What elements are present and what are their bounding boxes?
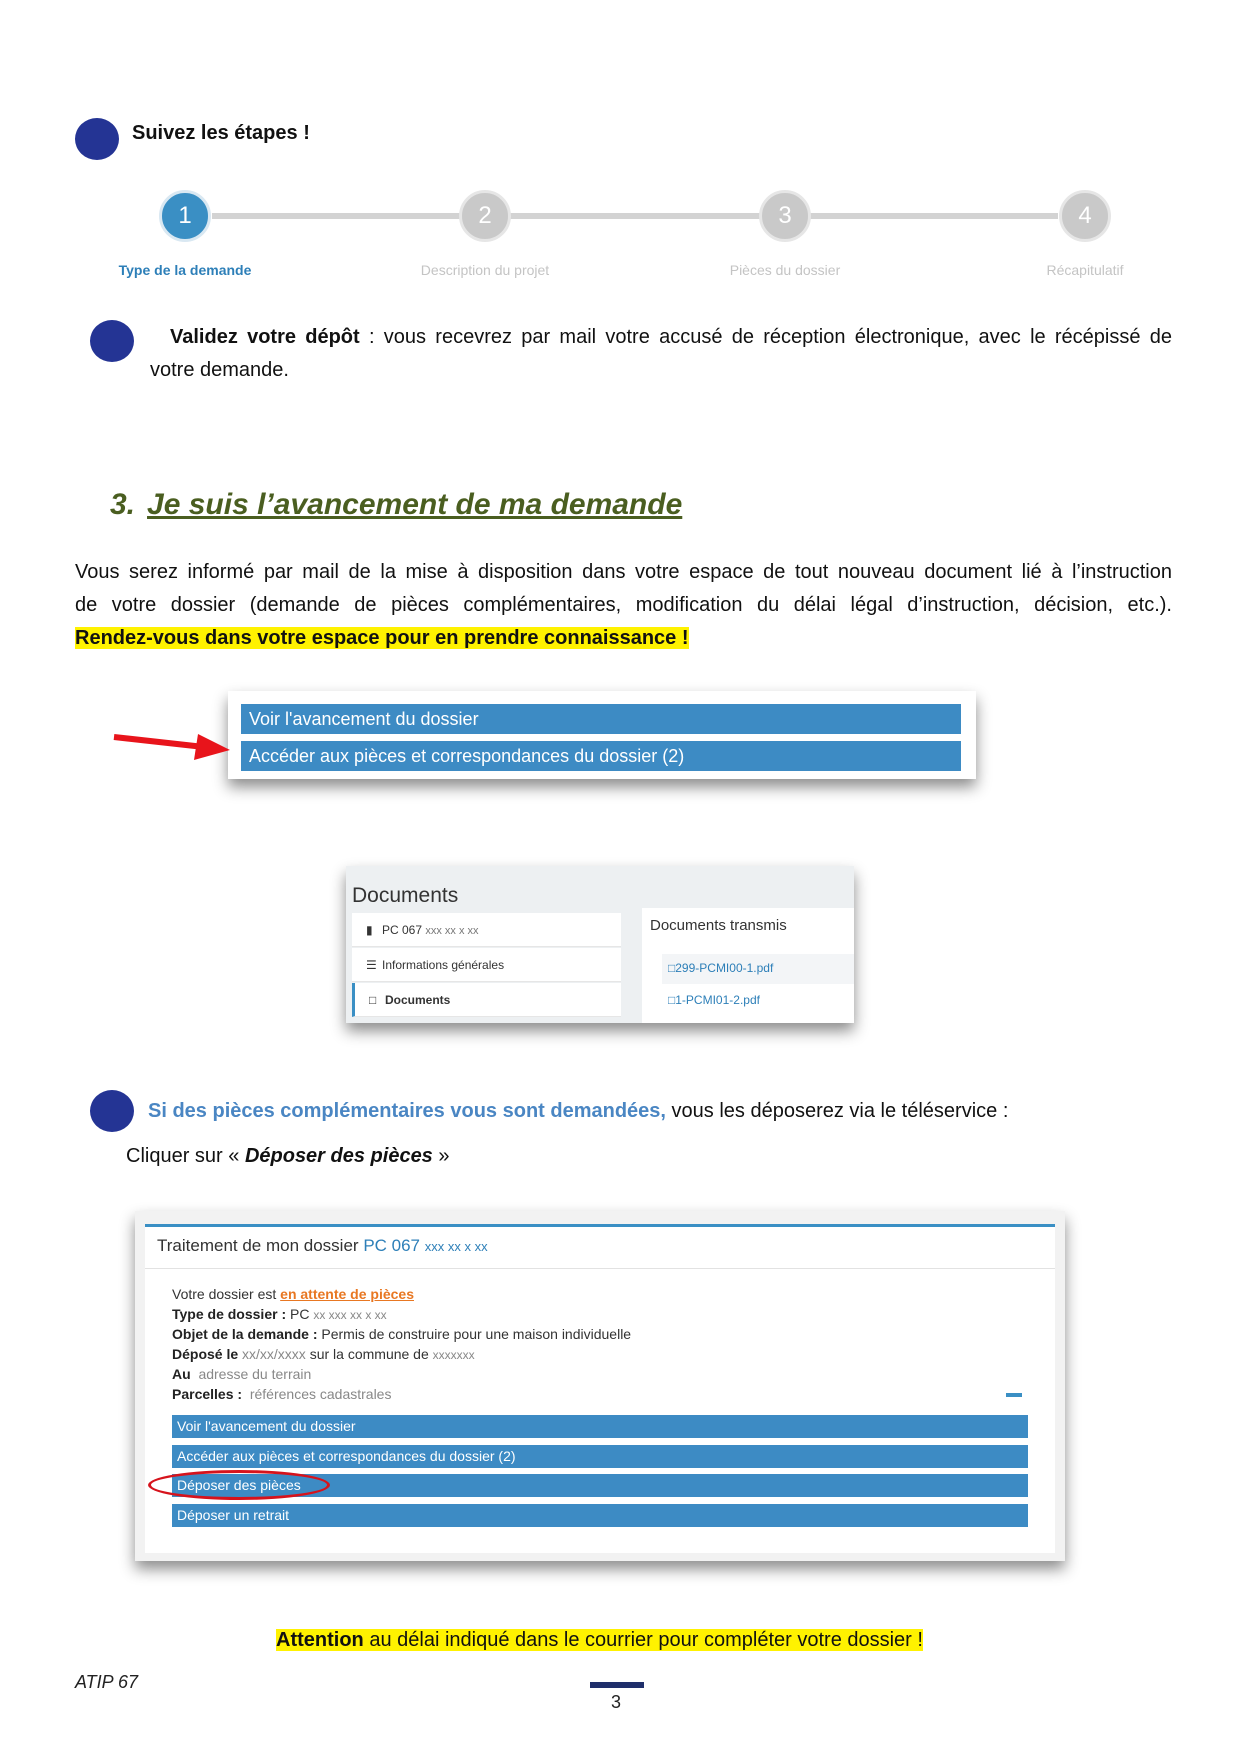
red-circle-highlight <box>148 1470 330 1500</box>
parcelles-line: Parcelles : références cadastrales <box>172 1386 392 1402</box>
extra-colored: Si des pièces complémentaires vous sont demandées, <box>148 1100 666 1122</box>
documents-title: Documents <box>352 884 459 907</box>
nav-dossier-suffix: xxx xx x xx <box>425 925 479 937</box>
validate-line2: votre demande. <box>150 359 289 381</box>
section-3-paragraph <box>75 556 1172 655</box>
dossier-view-progress-button[interactable]: Voir l'avancement du dossier <box>172 1415 1028 1438</box>
attention-rest: au délai indiqué dans le courrier pour compléter votre dossier ! <box>363 1629 923 1651</box>
steps-heading: Suivez les étapes ! <box>132 122 310 144</box>
attention-note <box>276 1624 923 1657</box>
deposit-pieces-button[interactable]: Déposer des pièces <box>172 1474 1028 1497</box>
status-line: Votre dossier est en attente de pièces <box>172 1286 414 1302</box>
au-line: Au adresse du terrain <box>172 1366 312 1382</box>
file-icon: ▮ <box>366 923 373 937</box>
objet-line: Objet de la demande : Permis de construire pour une maison individuelle <box>172 1326 632 1342</box>
highlight-text: Rendez-vous dans votre espace pour en prendre connaissance ! <box>75 627 689 649</box>
nav-item-informations[interactable] <box>352 948 621 982</box>
step-2-circle[interactable]: 2 <box>459 190 511 242</box>
documents-panel-title: Documents transmis <box>650 917 787 934</box>
step-2-label: Description du projet <box>420 262 550 278</box>
document-icon: □ <box>668 961 676 975</box>
nav-item-documents[interactable] <box>352 983 621 1017</box>
validate-line1: : vous recevrez par mail votre accusé de réception électronique, avec le récépissé de <box>359 326 1173 348</box>
dossier-card-title: Traitement de mon dossier PC 067 xxx xx x xx <box>157 1236 488 1255</box>
extra-rest: vous les déposerez via le téléservice : <box>665 1100 1009 1122</box>
folder-icon: □ <box>369 993 377 1007</box>
step-3-circle[interactable]: 3 <box>759 190 811 242</box>
nav-informations-label: Informations générales <box>382 958 505 972</box>
dossier-access-documents-button[interactable]: Accéder aux pièces et correspondances du dossier (2) <box>172 1445 1028 1468</box>
bullet-icon <box>90 1090 134 1132</box>
document-icon: □ <box>668 993 676 1007</box>
collapse-icon[interactable] <box>1006 1393 1022 1397</box>
status-link[interactable]: en attente de pièces <box>280 1286 414 1302</box>
validate-paragraph <box>150 321 1172 387</box>
section-number: 3. <box>110 488 136 521</box>
section-title: Je suis l’avancement de ma demande <box>147 488 683 521</box>
step-1-circle[interactable]: 1 <box>159 190 211 242</box>
step-3-label: Pièces du dossier <box>729 262 841 278</box>
page-number-bar <box>590 1682 644 1688</box>
list-icon: ☰ <box>366 958 377 972</box>
click-target: Déposer des pièces <box>244 1145 433 1167</box>
file-link-1[interactable]: □299-PCMI00-1.pdf <box>668 961 774 975</box>
file-link-2[interactable]: □1-PCMI01-2.pdf <box>668 993 760 1007</box>
para-line1: Vous serez informé par mail de la mise à disposition dans votre espace de tout nouveau document lié à l’instruction <box>75 561 1172 583</box>
nav-item-dossier[interactable] <box>352 913 621 947</box>
step-4-circle[interactable]: 4 <box>1059 190 1111 242</box>
section-3-heading <box>110 488 682 522</box>
access-documents-button[interactable]: Accéder aux pièces et correspondances du dossier (2) <box>241 741 961 771</box>
card-divider <box>145 1268 1055 1269</box>
nav-documents-label: Documents <box>385 993 451 1007</box>
dossier-ref-suffix: xxx xx x xx <box>424 1239 488 1254</box>
depose-line: Déposé le xx/xx/xxxx sur la commune de xxxxxxx <box>172 1346 475 1362</box>
step-4-label: Récapitulatif <box>1046 262 1124 278</box>
bullet-icon <box>75 118 119 160</box>
deposit-withdrawal-button[interactable]: Déposer un retrait <box>172 1504 1028 1527</box>
stepper-line <box>212 213 1058 219</box>
nav-dossier-label: PC 067 <box>382 923 423 937</box>
page-number: 3 <box>611 1692 622 1712</box>
validate-bold: Validez votre dépôt <box>170 326 360 348</box>
attention-bold: Attention <box>276 1629 364 1651</box>
para-line2: de votre dossier (demande de pièces complémentaires, modification du délai légal d’instruction, décision, etc.). <box>75 594 1172 616</box>
bullet-icon <box>90 320 134 362</box>
step-1-label: Type de la demande <box>118 262 252 278</box>
footer-org: ATIP 67 <box>75 1672 139 1692</box>
view-progress-button[interactable]: Voir l'avancement du dossier <box>241 704 961 734</box>
type-line: Type de dossier : PC xx xxx xx x xx <box>172 1306 387 1322</box>
click-instruction: Cliquer sur « Déposer des pièces » <box>126 1145 450 1167</box>
extra-pieces-paragraph <box>148 1095 1008 1128</box>
red-arrow-icon <box>112 728 232 764</box>
dossier-ref: PC 067 <box>363 1236 421 1255</box>
